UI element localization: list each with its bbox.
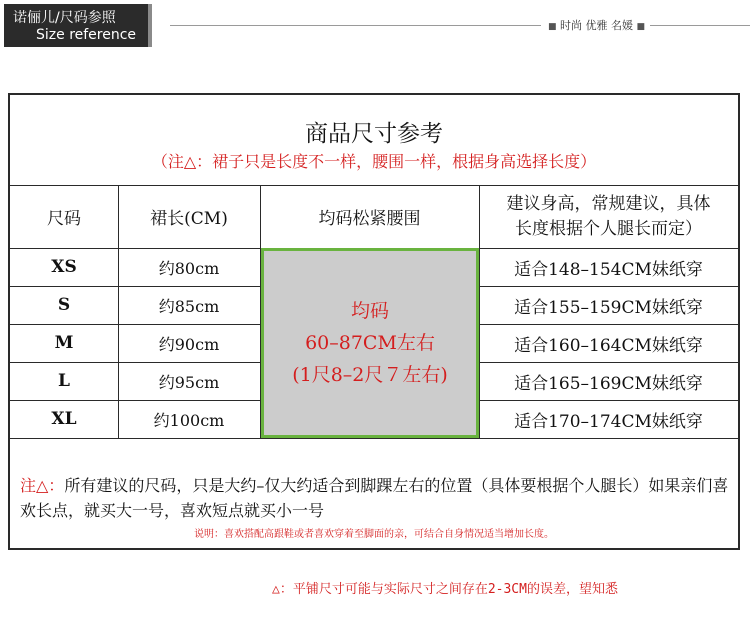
table-title: 商品尺寸参考 [305, 121, 443, 147]
row-size: S [57, 295, 71, 315]
header-height [479, 185, 738, 248]
row-length: 约100cm [153, 410, 225, 430]
tagline-text: 时尚 优雅 名媛 [560, 19, 634, 32]
header-height-line1: 建议身高，常规建议，具体 [506, 193, 711, 214]
brand-accent-bar [148, 4, 152, 47]
note-prefix: 注△： [20, 476, 65, 495]
size-table [8, 93, 740, 550]
row-size: M [54, 333, 74, 353]
waist-line1: 均码 [350, 300, 389, 322]
bullet-icon: ■ [548, 22, 557, 32]
footer-note: △：平铺尺寸可能与实际尺寸之间存在2-3CM的误差，望知悉 [272, 582, 618, 597]
row-length: 约90cm [158, 334, 220, 354]
note-body: 所有建议的尺码，只是大约–仅大约适合到脚踝左右的位置（具体要根据个人腿长）如果亲们喜欢长点，就买大一号，喜欢短点就买小一号 [20, 476, 729, 520]
header-rule-left [170, 25, 541, 26]
table-subtitle: （注△：裙子只是长度不一样，腰围一样，根据身高选择长度） [151, 152, 597, 171]
divider [10, 438, 738, 439]
size-note [20, 473, 736, 523]
header-waist: 均码松紧腰围 [318, 209, 421, 229]
row-fit: 适合155–159CM妹纸穿 [514, 297, 703, 318]
row-size: XS [51, 257, 77, 277]
header-rule-right [650, 25, 750, 26]
row-fit: 适合148–154CM妹纸穿 [514, 259, 703, 280]
bullet-icon: ■ [636, 22, 646, 32]
brand-subtitle: Size reference [36, 27, 137, 43]
row-size: L [58, 371, 70, 391]
row-fit: 适合165–169CM妹纸穿 [514, 373, 703, 394]
brand-badge [4, 4, 152, 47]
row-length: 约85cm [158, 296, 220, 316]
small-note: 说明：喜欢搭配高跟鞋或者喜欢穿着至脚面的亲，可结合自身情况适当增加长度。 [194, 529, 554, 540]
header-height-line2: 长度根据个人腿长而定） [515, 218, 702, 239]
row-length: 约95cm [158, 372, 220, 392]
row-length: 约80cm [158, 258, 220, 278]
waist-line3: (1尺8–2尺７左右) [292, 364, 448, 386]
waist-line2: 60–87CM左右 [305, 332, 435, 354]
row-size: XL [51, 409, 77, 429]
brand-tagline [548, 17, 645, 33]
header-length: 裙长(CM) [150, 209, 228, 229]
waist-cell [261, 248, 479, 438]
row-fit: 适合170–174CM妹纸穿 [514, 411, 703, 432]
row-fit: 适合160–164CM妹纸穿 [514, 335, 703, 356]
header-size: 尺码 [47, 209, 81, 229]
brand-title: 诺俪儿/尺码参照 [13, 10, 116, 26]
